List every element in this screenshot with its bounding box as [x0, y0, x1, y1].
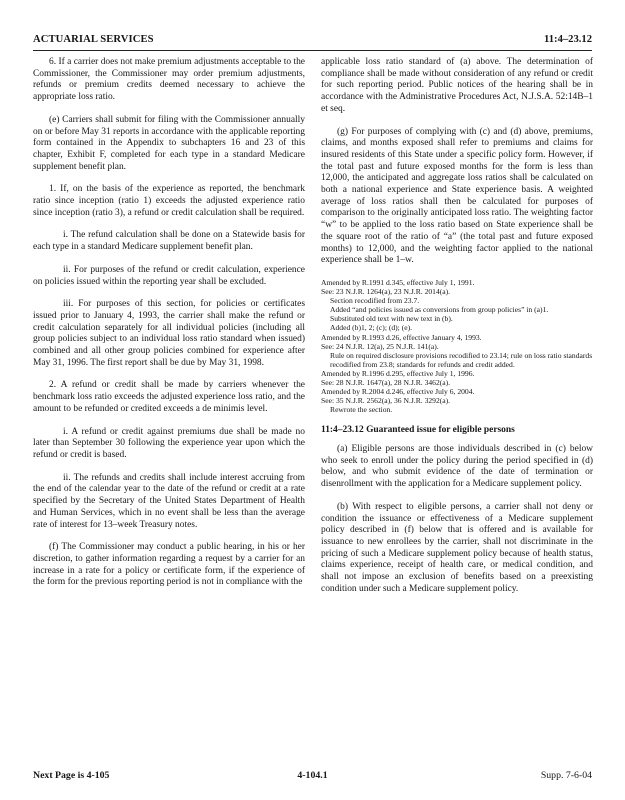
paragraph-e1: 1. If, on the basis of the experience as reported, the benchmark ratio since inception (ratio 1) exceeds the adjusted experience ratio since inception (ratio 3), a refund or credit calculation shall be required. [33, 184, 305, 218]
footer-page-number: 4-104.1 [297, 770, 328, 781]
history-note: Added “and policies issued as conversions from group policies” in (a)1. [330, 305, 549, 315]
history-note: Amended by R.1996 d.295, effective July 1, 1996. [321, 368, 475, 378]
footer-supplement-date: Supp. 7-6-04 [540, 770, 592, 781]
history-note: See: 28 N.J.R. 1647(a), 28 N.J.R. 3462(a). [321, 377, 451, 387]
left-column [33, 57, 305, 589]
history-note: Amended by R.1993 d.26, effective January 4, 1993. [321, 332, 482, 342]
history-note: See: 35 N.J.R. 2562(a), 36 N.J.R. 3292(a). [321, 396, 451, 406]
paragraph-e1-iii: iii. For purposes of this section, for policies or certificates issued prior to January 4, 1993, the carrier shall make the refund or credit calculation separately for all individual policies (including all group policies subject to an individual loss ratio standard when issued) combined and all other group policies combined for experience after May 31, 1996. The first report shall be due by May 31, 1998. [33, 299, 305, 368]
history-note: Section recodified from 23.7. [330, 296, 420, 306]
footer-next-page: Next Page is 4-105 [33, 770, 110, 781]
paragraph-e2: 2. A refund or credit shall be made by carriers whenever the benchmark loss ratio exceeds the adjusted experience loss ratio, and the amount to be refunded or credited exceeds a de minimis level. [33, 380, 305, 414]
history-note: Rule on required disclosure provisions recodified to 23.14; rule on loss ratio standards recodified from 23.8; standards for refunds and credit added. [330, 350, 593, 369]
history-note: Amended by R.2004 d.246, effective July 6, 2004. [321, 387, 475, 397]
right-column [321, 57, 593, 596]
header-rule [33, 50, 592, 51]
paragraph-f: (f) The Commissioner may conduct a public hearing, in his or her discretion, to gather information regarding a request by a carrier for an increase in a rate for a policy or certificate form, if the experience of the form for the previous reporting period is not in compliance with the [33, 542, 305, 588]
paragraph-e1-ii: ii. For purposes of the refund or credit calculation, experience on policies issued within the reporting year shall be excluded. [33, 264, 305, 287]
paragraph-e2-i: i. A refund or credit against premiums due shall be made no later than September 30 following the experience year upon which the refund or credit is based. [33, 426, 305, 460]
paragraph-e2-ii: ii. The refunds and credits shall include interest accruing from the end of the calendar year to the date of the refund or credit at a rate specified by the Secretary of the United States Department of Health and Human Services, which in no event shall be less than the average rate of interest for 13–week Treasury notes. [33, 472, 305, 530]
history-note: Substituted old text with new text in (b). [330, 314, 453, 324]
running-header-right: 11:4–23.12 [544, 34, 592, 45]
history-note: Amended by R.1991 d.345, effective July 1, 1991. [321, 277, 475, 287]
history-note: Added (b)1, 2; (c); (d); (e). [330, 323, 413, 333]
paragraph-b: (b) With respect to eligible persons, a carrier shall not deny or condition the issuance or effectiveness of a Medicare supplement policy described in (f) below that is offered and is available for issuance to new enrollees by the carrier, shall not discriminate in the pricing of such a Medicare supplement policy because of health status, claims experience, receipt of health care, or medical condition, and shall not impose an exclusion of benefits based on a preexisting condition under such a Medicare supplement policy. [321, 501, 593, 594]
running-header-left: ACTUARIAL SERVICES [33, 34, 154, 45]
history-note: See: 23 N.J.R. 1264(a), 23 N.J.R. 2014(a). [321, 287, 451, 297]
paragraph-d6: 6. If a carrier does not make premium adjustments acceptable to the Commissioner, the Commissioner may order premium adjustments, refunds or premium credits deemed necessary to achieve the appropriate loss ratio. [33, 57, 305, 103]
history-notes [321, 278, 593, 414]
history-note: Rewrote the section. [330, 405, 393, 415]
paragraph-e1-i: i. The refund calculation shall be done on a Statewide basis for each type in a standard Medicare supplement benefit plan. [33, 230, 305, 253]
paragraph-g: (g) For purposes of complying with (c) and (d) above, premiums, claims, and months exposed shall refer to premiums and claims for insured residents of this State under a specific policy form. However, if the total past and future exposed months for the form is less than 12,000, the anticipated and aggregate loss ratios shall be calculated on both a national experience and State experience basis. A weighted average of loss ratios shall then be calculated for purposes of comparison to the originally anticipated loss ratio. The weighting factor “w” to be applied to the loss ratio based on State experience shall be the square root of the ratio of “a” (the total past and future exposed months) to 12,000, and the weighting factor applied to the national experience shall be 1–w. [321, 126, 593, 266]
section-heading: 11:4–23.12 Guaranteed issue for eligible persons [321, 425, 515, 436]
paragraph-a: (a) Eligible persons are those individuals described in (c) below who seek to enroll under the policy during the period specified in (d) below, and who submit evidence of the date of termination or disenrollment with the application for a Medicare supplement policy. [321, 444, 593, 490]
paragraph-f-continued: applicable loss ratio standard of (a) above. The determination of compliance shall be made without consideration of any refund or credit for such reporting period. Public notices of the hearing shall be in accordance with the Administrative Procedures Act, N.J.S.A. 52:14B–1 et seq. [321, 57, 593, 114]
history-note: See: 24 N.J.R. 12(a), 25 N.J.R. 141(a). [321, 341, 439, 351]
paragraph-e: (e) Carriers shall submit for filing with the Commissioner annually on or before May 31 reports in accordance with the applicable reporting form contained in the Appendix to subchapters 16 and 23 of this chapter, Exhibit F, completed for each type in a standard Medicare supplement benefit plan. [33, 114, 305, 172]
